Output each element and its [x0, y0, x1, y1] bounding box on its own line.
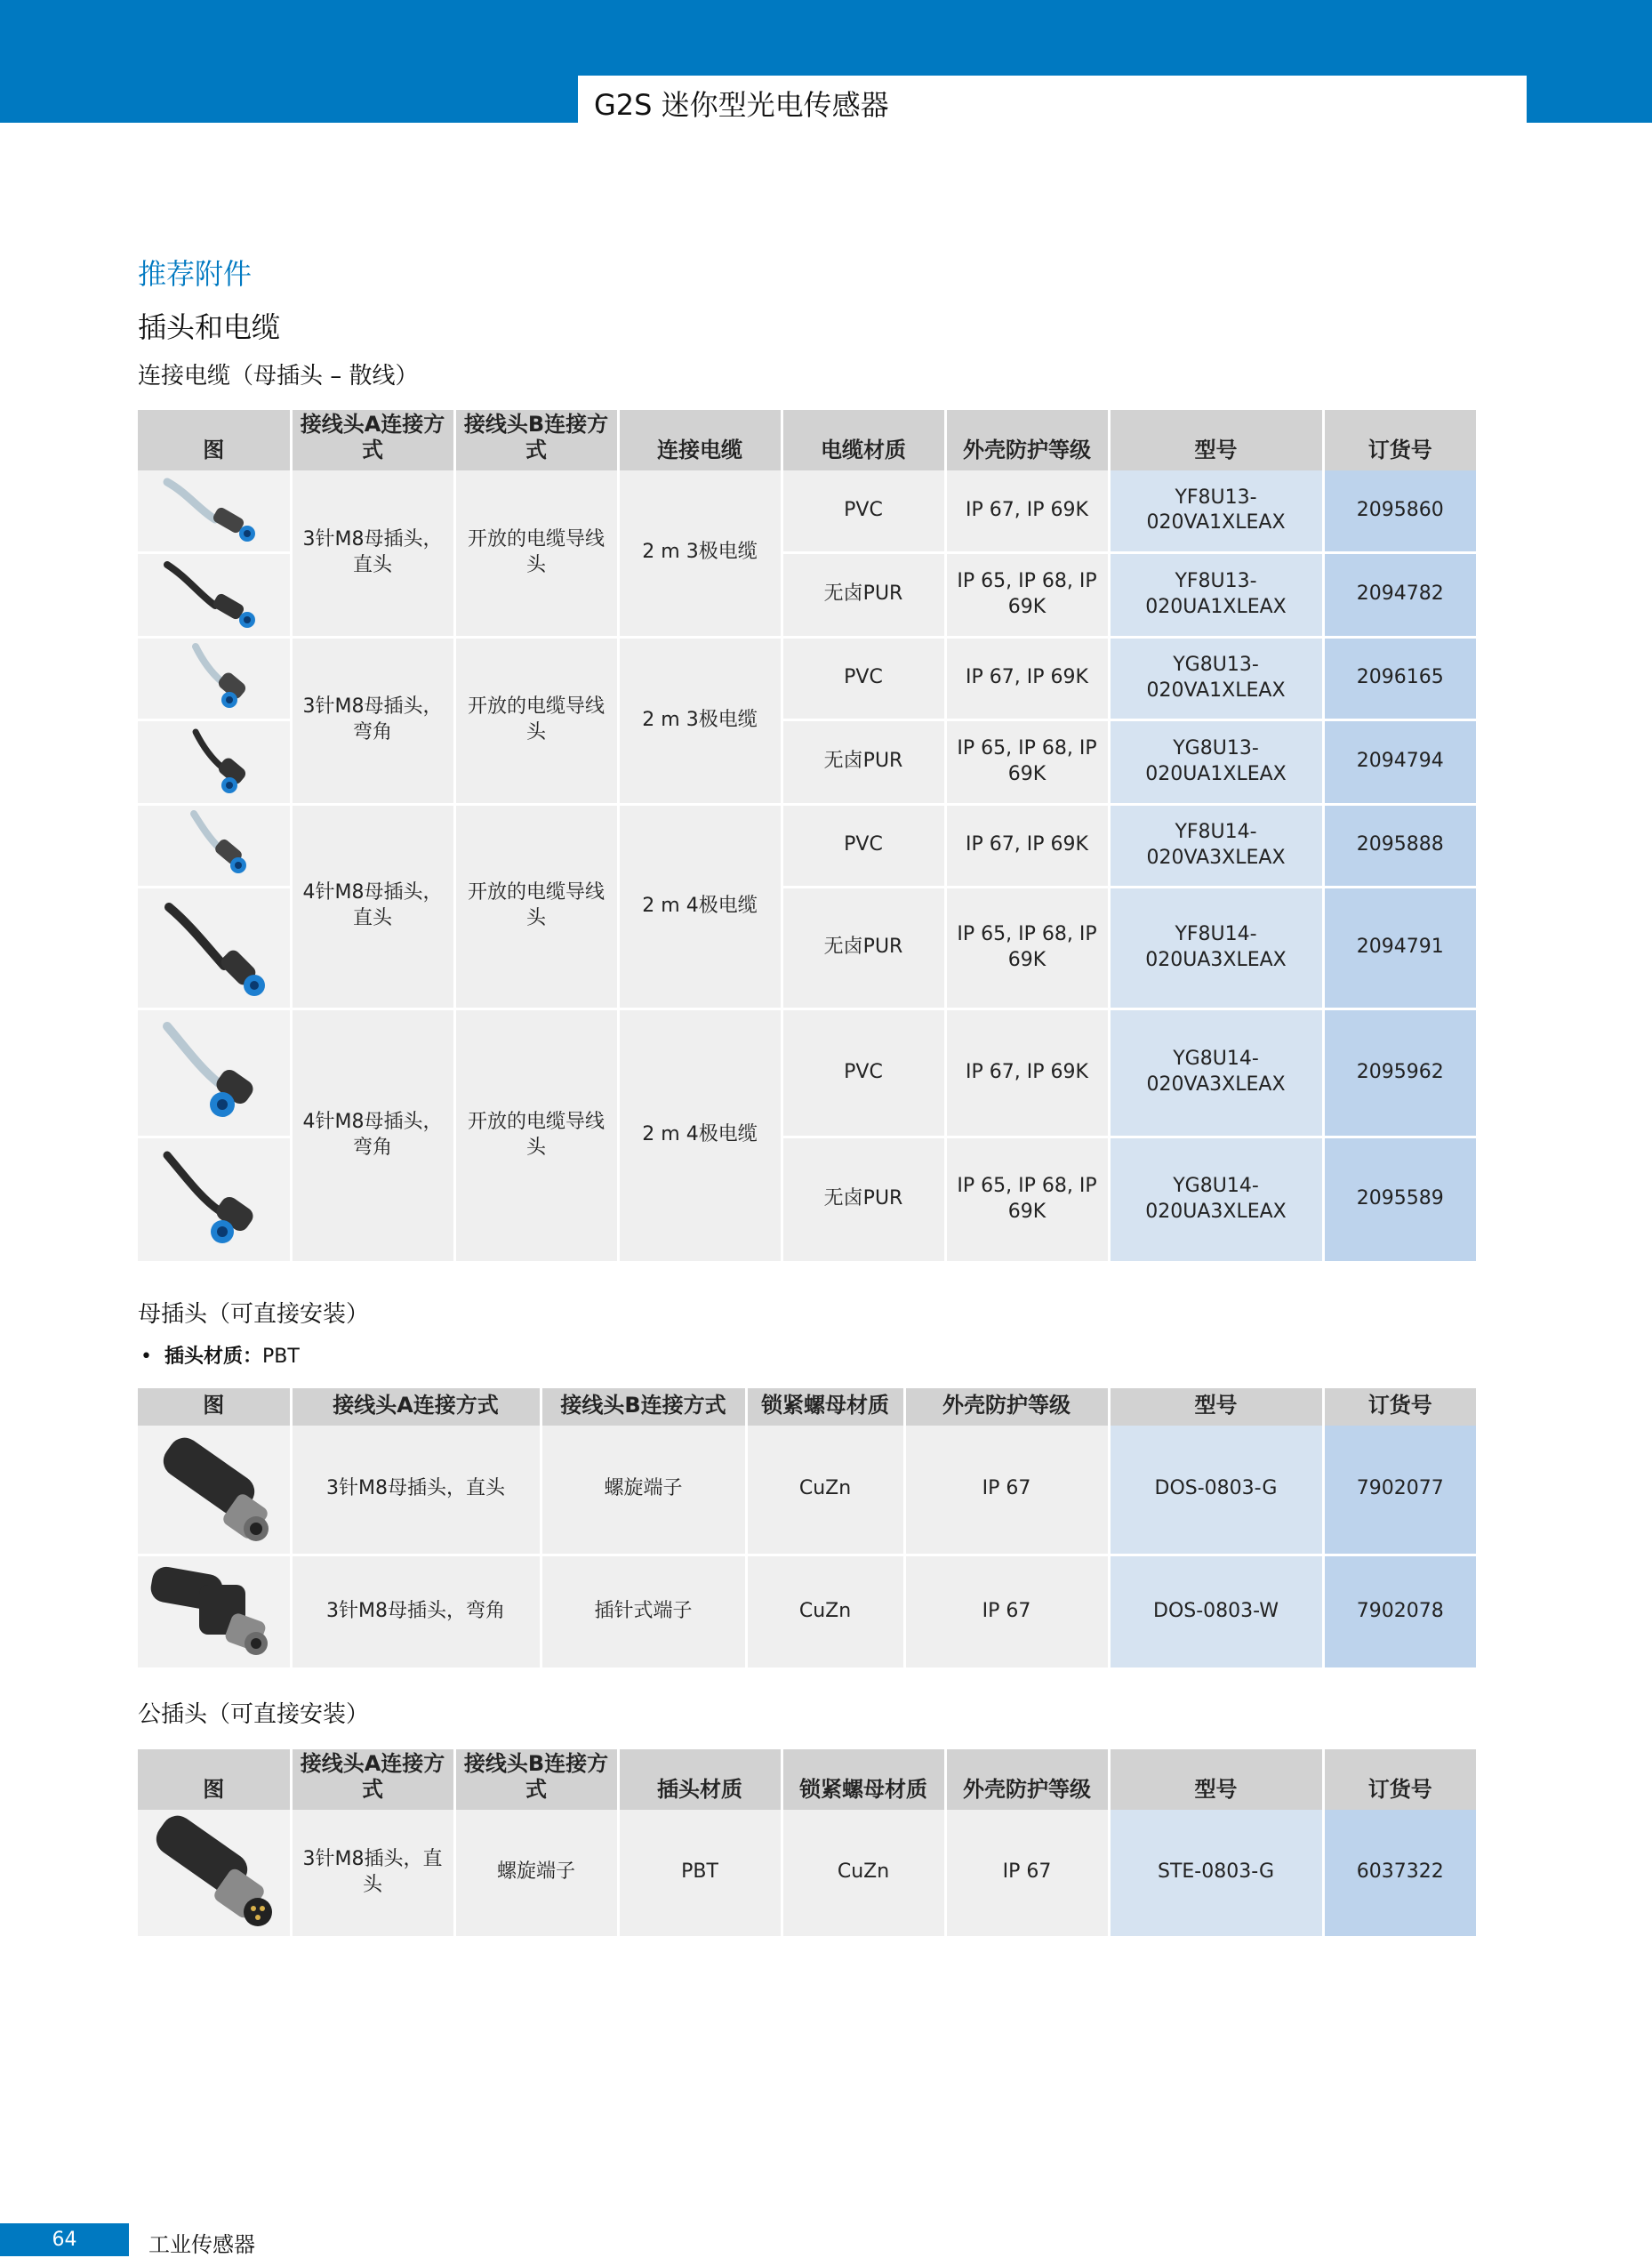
type-cell: YG8U13-020UA1XLEAX [1109, 719, 1323, 804]
type-cell: YF8U13-020UA1XLEAX [1109, 552, 1323, 637]
table-row [138, 804, 1476, 887]
col-header: 外壳防护等级 [945, 1749, 1109, 1810]
product-image-cell [138, 637, 291, 719]
ip-cell: IP 65, IP 68, IP 69K [945, 719, 1109, 804]
connector-a-cell: 3针M8母插头，直头 [291, 470, 454, 637]
page-title: G2S 迷你型光电传感器 [594, 88, 889, 122]
section-title: 推荐附件 [138, 257, 253, 291]
male-connector-straight-image [140, 1812, 286, 1933]
nut-material-cell: CuZn [746, 1426, 904, 1555]
col-header: 接线头A连接方式 [291, 1388, 541, 1426]
connector-b-cell: 开放的电缆导线头 [454, 1008, 618, 1262]
col-header: 锁紧螺母材质 [782, 1749, 945, 1810]
col-header: 外壳防护等级 [945, 410, 1109, 470]
cable-angled-grey-image [160, 641, 267, 716]
col-header: 图 [138, 410, 291, 470]
connector-a-cell: 3针M8母插头，直头 [291, 1426, 541, 1555]
table-row [138, 1008, 1476, 1137]
header-title-box [578, 76, 1527, 123]
plug-material-cell: PBT [618, 1810, 782, 1937]
connector-b-cell: 螺旋端子 [541, 1426, 746, 1555]
product-image-cell [138, 552, 291, 637]
connector-b-cell: 开放的电缆导线头 [454, 470, 618, 637]
col-header: 连接电缆 [618, 410, 782, 470]
material-cell: PVC [782, 470, 945, 552]
type-cell: YF8U14-020VA3XLEAX [1109, 804, 1323, 887]
table-row [138, 1555, 1476, 1668]
col-header: 电缆材质 [782, 410, 945, 470]
table-header-row [138, 1388, 1476, 1426]
col-header: 接线头B连接方式 [541, 1388, 746, 1426]
material-cell: 无卤PUR [782, 719, 945, 804]
col-header: 型号 [1109, 1388, 1323, 1426]
footer-label: 工业传感器 [148, 2232, 255, 2257]
table-row [138, 470, 1476, 552]
type-cell: YG8U14-020UA3XLEAX [1109, 1137, 1323, 1262]
cable-straight-black-image [160, 558, 267, 632]
cable-4pin-straight-black-image [151, 895, 276, 1001]
col-header: 外壳防护等级 [904, 1388, 1109, 1426]
product-image-cell [138, 804, 291, 887]
order-number-cell: 2095860 [1323, 470, 1476, 552]
product-image-cell [138, 719, 291, 804]
cable-straight-grey-image [160, 475, 267, 546]
page-number: 64 [52, 2229, 77, 2251]
col-header: 订货号 [1323, 1749, 1476, 1810]
table3-caption: 公插头（可直接安装） [138, 1701, 370, 1728]
cable-angled-black-image [160, 725, 267, 800]
connector-a-cell: 4针M8母插头，直头 [291, 804, 454, 1008]
connector-b-cell: 开放的电缆导线头 [454, 804, 618, 1008]
order-number-cell: 7902078 [1323, 1555, 1476, 1668]
product-image-cell [138, 1810, 291, 1937]
product-image-cell [138, 1555, 291, 1668]
ip-cell: IP 67, IP 69K [945, 637, 1109, 719]
table2-caption: 母插头（可直接安装） [138, 1301, 370, 1328]
material-note [140, 1341, 300, 1369]
order-number-cell: 2094782 [1323, 552, 1476, 637]
cable-cell: 2 m 4极电缆 [618, 1008, 782, 1262]
product-image-cell [138, 887, 291, 1008]
product-image-cell [138, 1426, 291, 1555]
cable-4pin-straight-grey-image [160, 808, 267, 883]
ip-cell: IP 65, IP 68, IP 69K [945, 552, 1109, 637]
table1-caption: 连接电缆（母插头 – 散线） [138, 363, 419, 390]
cable-cell: 2 m 3极电缆 [618, 637, 782, 804]
ip-cell: IP 67, IP 69K [945, 470, 1109, 552]
table-row [138, 1426, 1476, 1555]
type-cell: YF8U14-020UA3XLEAX [1109, 887, 1323, 1008]
col-header: 插头材质 [618, 1749, 782, 1810]
product-image-cell [138, 1008, 291, 1137]
connector-a-cell: 3针M8母插头，弯角 [291, 1555, 541, 1668]
nut-material-cell: CuZn [746, 1555, 904, 1668]
material-cell: 无卤PUR [782, 887, 945, 1008]
connector-b-cell: 开放的电缆导线头 [454, 637, 618, 804]
connector-a-cell: 3针M8插头，直头 [291, 1810, 454, 1937]
col-header: 锁紧螺母材质 [746, 1388, 904, 1426]
type-cell: YG8U14-020VA3XLEAX [1109, 1008, 1323, 1137]
material-note-label: 插头材质： [164, 1346, 262, 1368]
type-cell: DOS-0803-G [1109, 1426, 1323, 1555]
subsection-title: 插头和电缆 [138, 310, 281, 344]
cable-4pin-angled-grey-image [151, 1017, 276, 1128]
table-header-row [138, 410, 1476, 470]
female-connector-straight-image [142, 1429, 285, 1550]
col-header: 订货号 [1323, 1388, 1476, 1426]
cable-table [138, 410, 1476, 1264]
ip-cell: IP 67 [945, 1810, 1109, 1937]
ip-cell: IP 67, IP 69K [945, 804, 1109, 887]
connector-b-cell: 插针式端子 [541, 1555, 746, 1668]
product-image-cell [138, 1137, 291, 1262]
cable-cell: 2 m 4极电缆 [618, 804, 782, 1008]
col-header: 接线头A连接方式 [291, 1749, 454, 1810]
ip-cell: IP 67 [904, 1555, 1109, 1668]
col-header: 接线头B连接方式 [454, 1749, 618, 1810]
order-number-cell: 6037322 [1323, 1810, 1476, 1937]
table-header-row [138, 1749, 1476, 1810]
product-image-cell [138, 470, 291, 552]
order-number-cell: 2094794 [1323, 719, 1476, 804]
order-number-cell: 7902077 [1323, 1426, 1476, 1555]
connector-a-cell: 4针M8母插头，弯角 [291, 1008, 454, 1262]
cable-cell: 2 m 3极电缆 [618, 470, 782, 637]
female-connector-angled-image [142, 1558, 285, 1665]
order-number-cell: 2095962 [1323, 1008, 1476, 1137]
male-connector-table [138, 1749, 1476, 1939]
material-cell: PVC [782, 804, 945, 887]
col-header: 图 [138, 1749, 291, 1810]
material-cell: PVC [782, 1008, 945, 1137]
col-header: 型号 [1109, 1749, 1323, 1810]
ip-cell: IP 67, IP 69K [945, 1008, 1109, 1137]
female-connector-table [138, 1388, 1476, 1670]
material-cell: 无卤PUR [782, 552, 945, 637]
material-note-value: PBT [261, 1346, 300, 1368]
col-header: 型号 [1109, 410, 1323, 470]
bullet-dot: • [140, 1346, 164, 1368]
order-number-cell: 2096165 [1323, 637, 1476, 719]
ip-cell: IP 67 [904, 1426, 1109, 1555]
col-header: 订货号 [1323, 410, 1476, 470]
ip-cell: IP 65, IP 68, IP 69K [945, 1137, 1109, 1262]
nut-material-cell: CuZn [782, 1810, 945, 1937]
ip-cell: IP 65, IP 68, IP 69K [945, 887, 1109, 1008]
table-row [138, 637, 1476, 719]
type-cell: YF8U13-020VA1XLEAX [1109, 470, 1323, 552]
connector-b-cell: 螺旋端子 [454, 1810, 618, 1937]
col-header: 接线头B连接方式 [454, 410, 618, 470]
page-number-box [0, 2223, 129, 2256]
type-cell: STE-0803-G [1109, 1810, 1323, 1937]
order-number-cell: 2094791 [1323, 887, 1476, 1008]
order-number-cell: 2095888 [1323, 804, 1476, 887]
col-header: 接线头A连接方式 [291, 410, 454, 470]
table-row [138, 1810, 1476, 1937]
order-number-cell: 2095589 [1323, 1137, 1476, 1262]
cable-4pin-angled-black-image [151, 1146, 276, 1253]
type-cell: DOS-0803-W [1109, 1555, 1323, 1668]
material-cell: 无卤PUR [782, 1137, 945, 1262]
connector-a-cell: 3针M8母插头，弯角 [291, 637, 454, 804]
type-cell: YG8U13-020VA1XLEAX [1109, 637, 1323, 719]
col-header: 图 [138, 1388, 291, 1426]
material-cell: PVC [782, 637, 945, 719]
